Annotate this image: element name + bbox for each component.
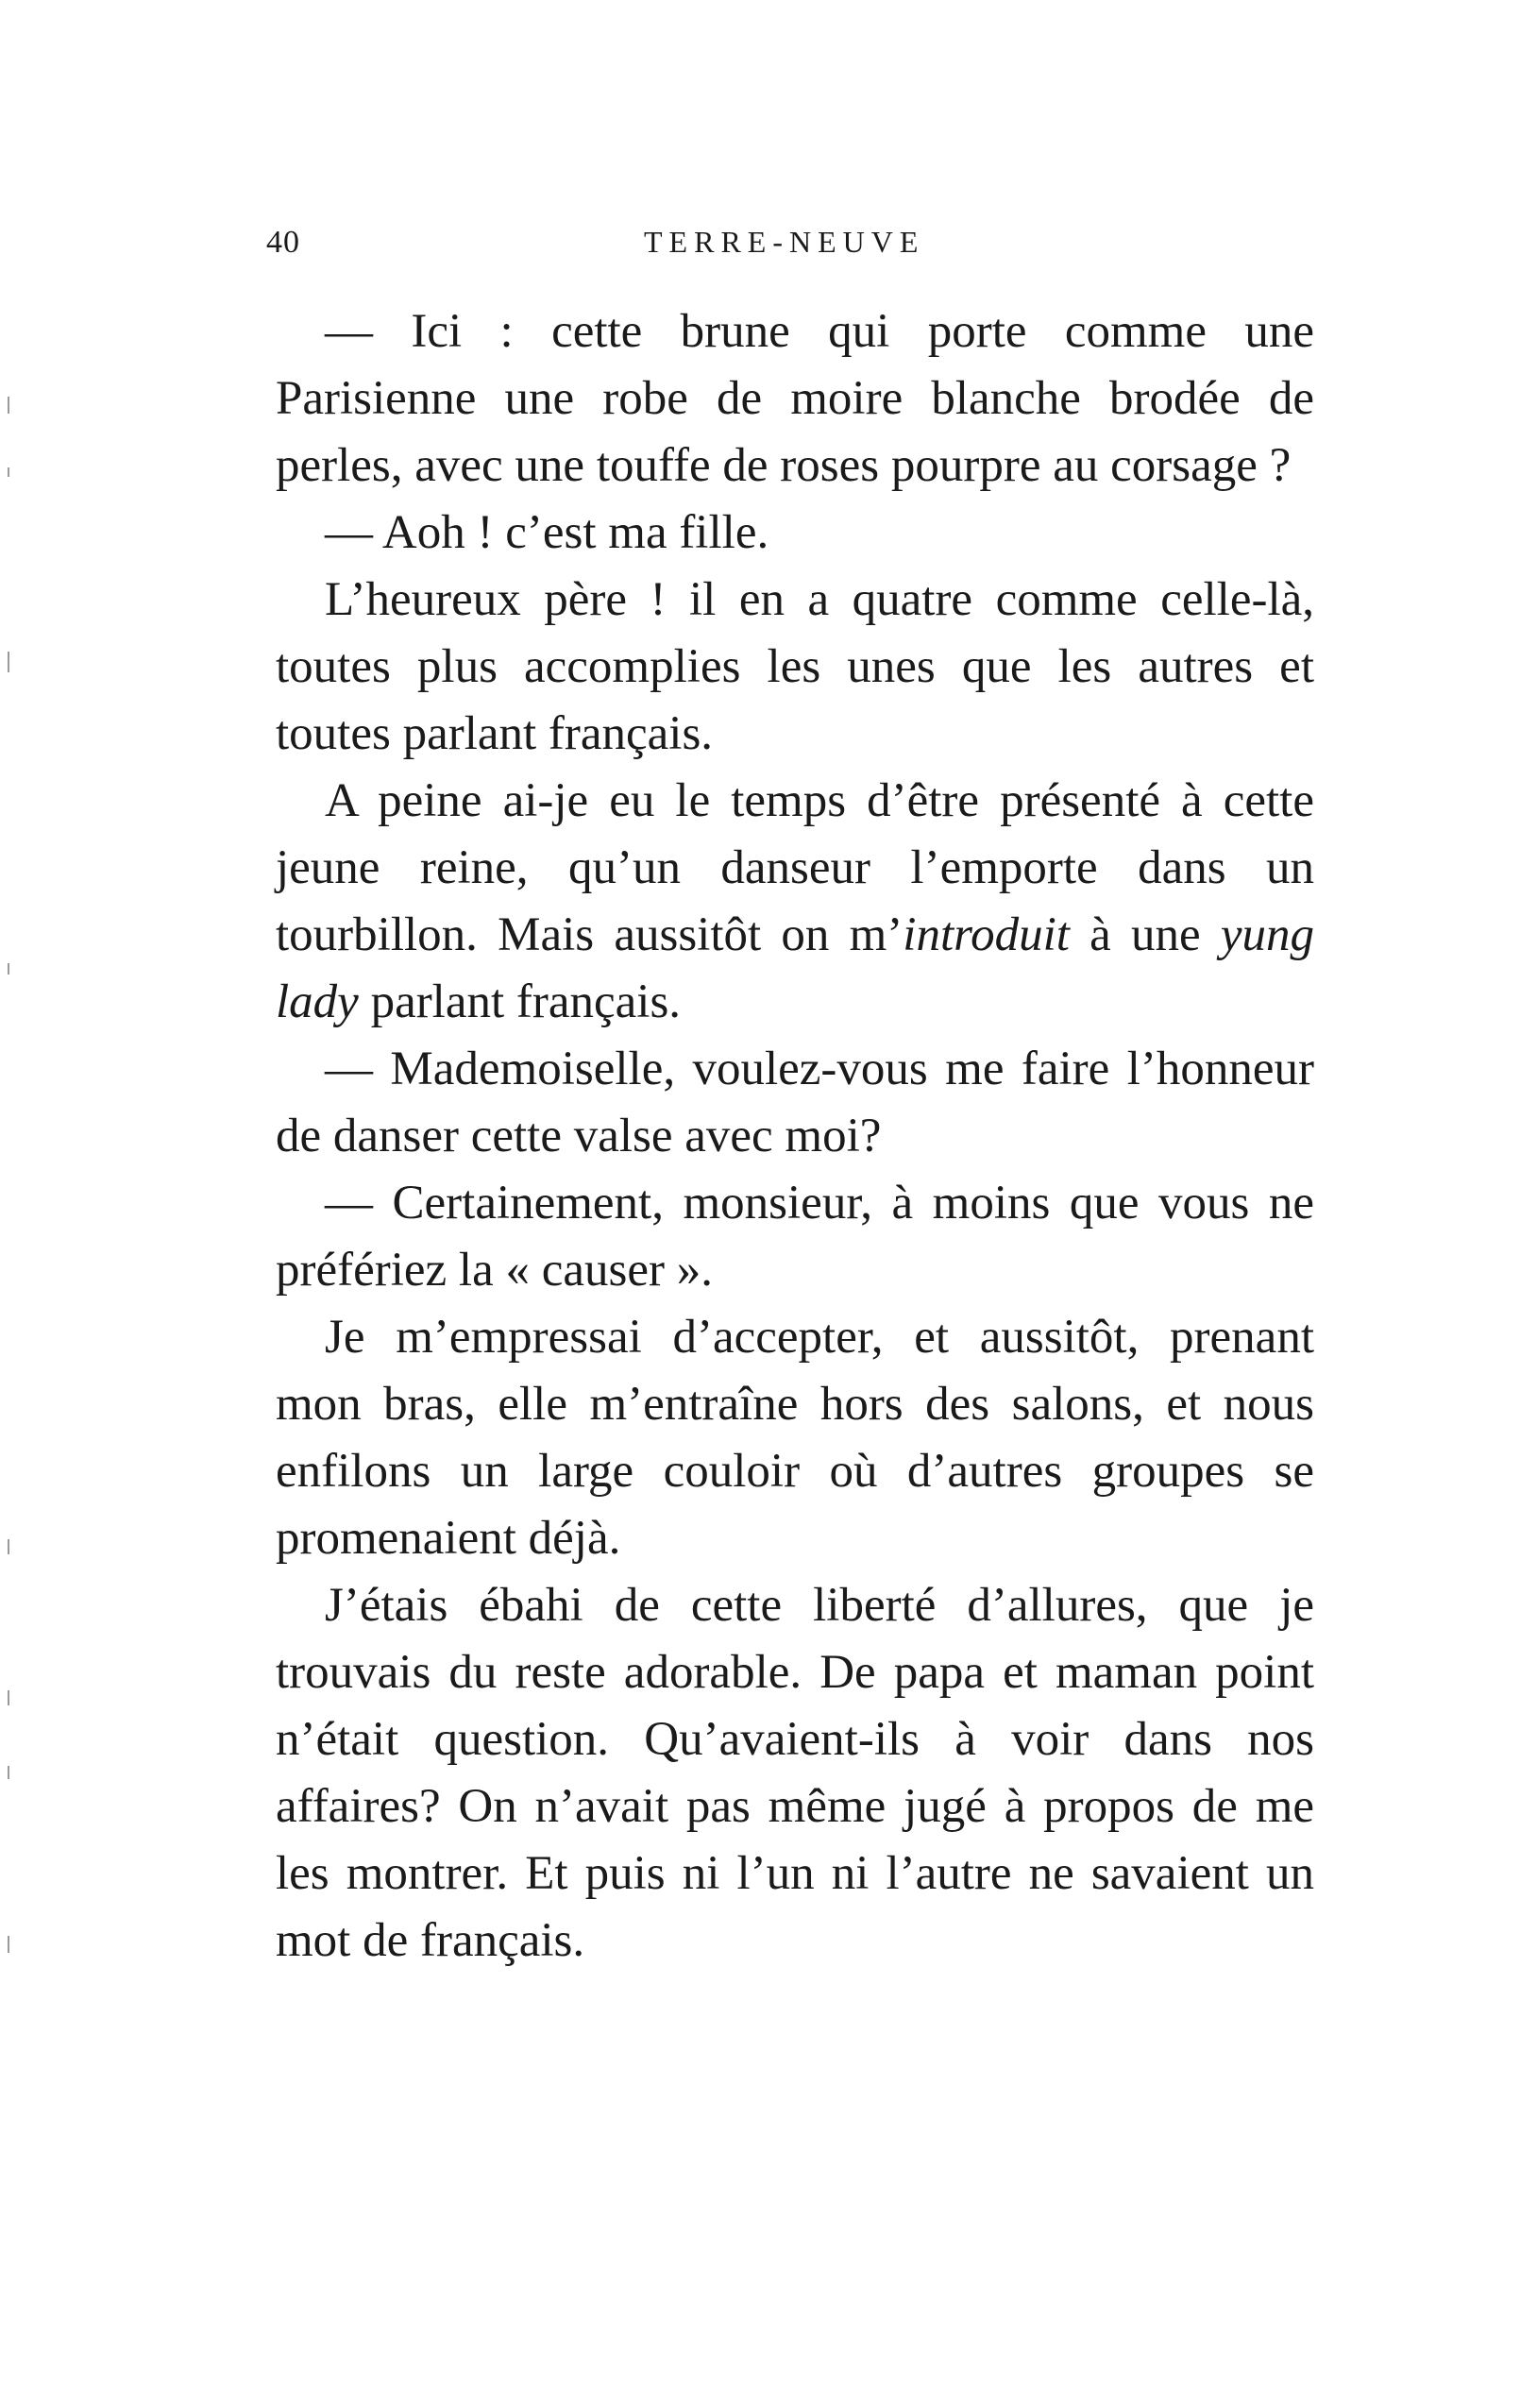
paragraph xyxy=(276,1036,1314,1170)
scan-margin-marks xyxy=(8,378,13,1983)
text-run: à une xyxy=(1069,908,1221,961)
scan-mark xyxy=(8,1766,9,1779)
text-run: — Certainement, monsieur, à moins que vous ne préfériez la « causer ». xyxy=(276,1177,1314,1297)
scan-mark xyxy=(8,467,9,477)
paragraph xyxy=(276,567,1314,768)
scan-mark xyxy=(8,963,9,975)
text-run: J’étais ébahi de cette liberté d’allures, que je trouvais du reste adorable. De papa et maman point n’était question. Qu’avaient-ils à voir dans nos affaires? On n’avait pas même jugé à propos de me les montrer. Et puis ni l’un ni l’autre ne savaient un mot de français. xyxy=(276,1579,1314,1967)
paragraph xyxy=(276,1170,1314,1304)
text-run: Je m’empressai d’accepter, et aussitôt, prenant mon bras, elle m’entraîne hors des salons, et nous enfilons un large couloir où d’autres groupes se promenaient déjà. xyxy=(276,1311,1314,1565)
scan-mark xyxy=(8,397,9,414)
italic-run: yung lady xyxy=(276,908,1314,1028)
body-text xyxy=(276,298,1314,1975)
text-run: L’heureux père ! il en a quatre comme celle-là, toutes plus accomplies les unes que les autres et toutes parlant français. xyxy=(276,573,1314,760)
running-head xyxy=(266,225,1305,281)
text-run: — Mademoiselle, voulez-vous me faire l’honneur de danser cette valse avec moi? xyxy=(276,1043,1314,1162)
scan-mark xyxy=(8,1690,9,1705)
page-number: 40 xyxy=(266,225,300,260)
paragraph xyxy=(276,1572,1314,1975)
italic-run: introduit xyxy=(903,908,1070,961)
text-run: parlant français. xyxy=(358,975,682,1028)
scan-mark xyxy=(8,1539,9,1554)
running-title: TERRE-NEUVE xyxy=(644,225,925,259)
paragraph xyxy=(276,768,1314,1036)
text-run: A peine ai-je eu le temps d’être présenté à cette jeune reine, qu’un danseur l’emporte dans un tourbillon. Mais aussitôt on m’ xyxy=(276,774,1314,961)
paragraph xyxy=(276,298,1314,500)
text-run: — Ici : cette brune qui porte comme une Parisienne une robe de moire blanche brodée de perles, avec une touffe de roses pourpre au corsage ? xyxy=(276,305,1314,492)
text-run: — Aoh ! c’est ma fille. xyxy=(325,506,769,559)
scan-mark xyxy=(8,652,9,672)
paragraph xyxy=(276,500,1314,567)
scan-mark xyxy=(8,1936,9,1953)
paragraph xyxy=(276,1304,1314,1572)
